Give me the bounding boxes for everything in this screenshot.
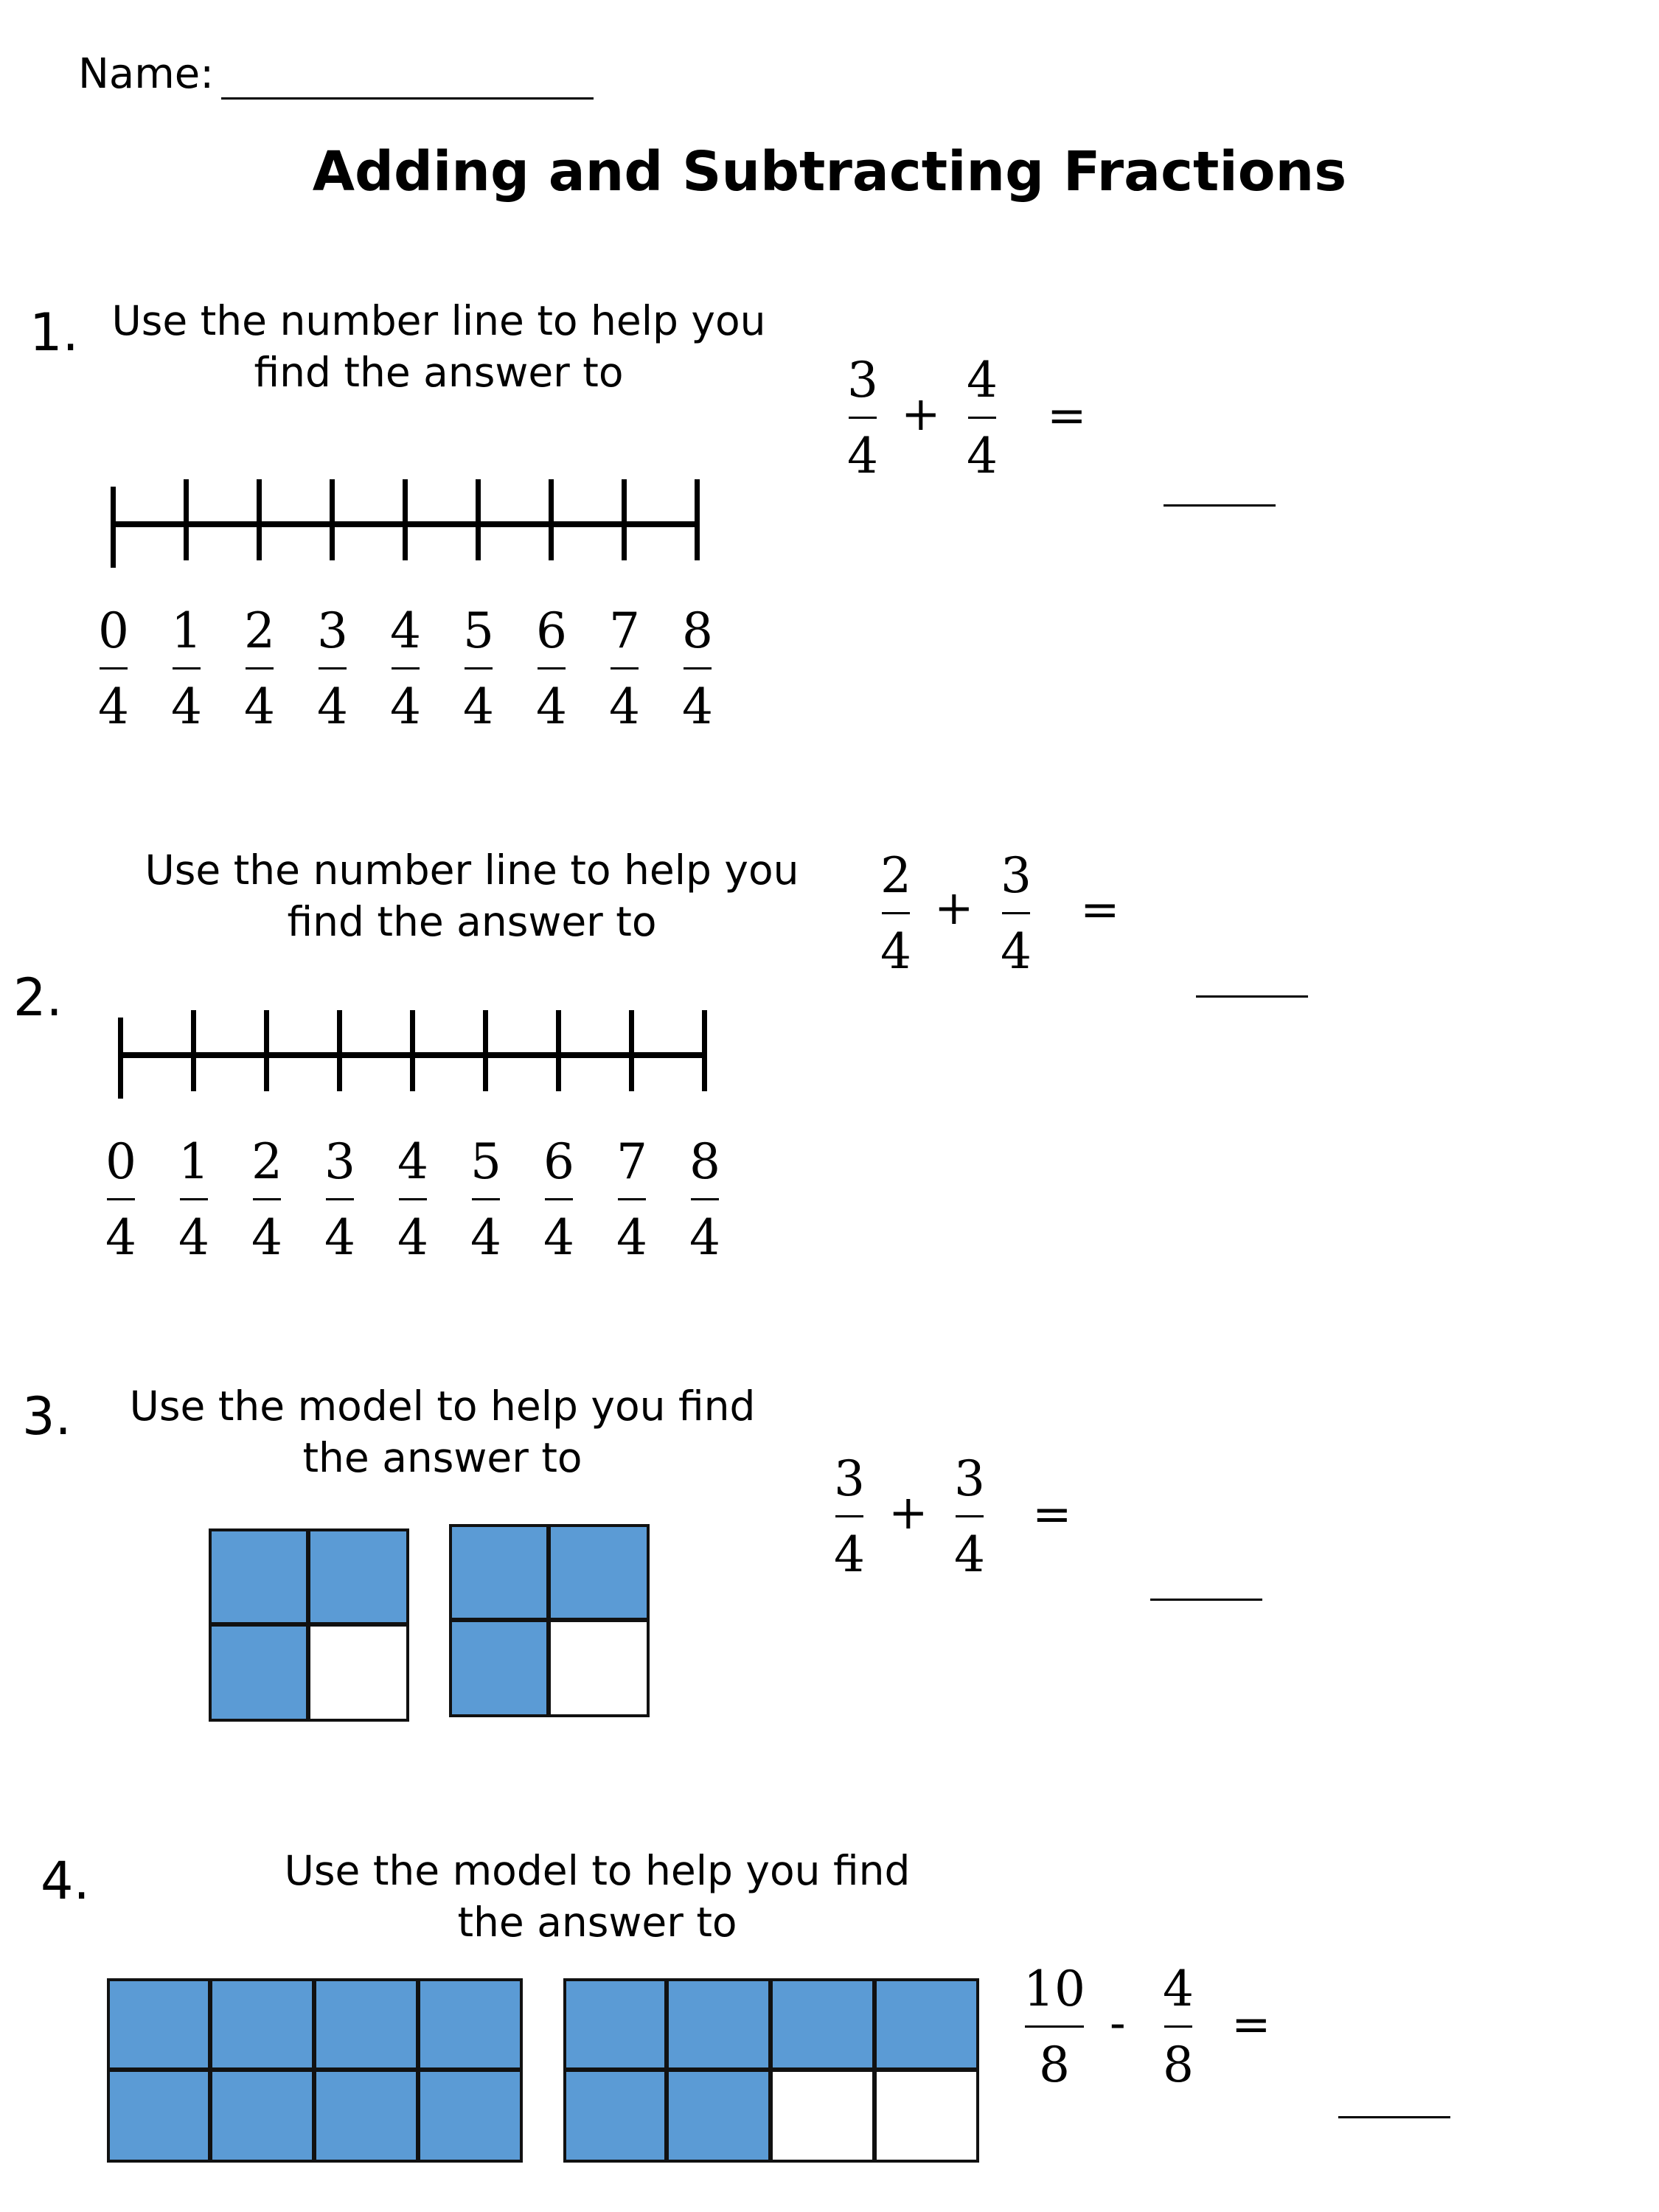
- denominator: 4: [244, 678, 275, 735]
- fraction-bar: [107, 1198, 135, 1200]
- shaded-part: [307, 1528, 409, 1625]
- numerator: 3: [317, 602, 348, 659]
- denominator: 4: [324, 1209, 355, 1266]
- numerator: 0: [105, 1133, 136, 1190]
- question-4-model-1: [107, 1978, 523, 2163]
- question-4-answer-blank[interactable]: [1338, 2116, 1450, 2118]
- fraction-bar: [399, 1198, 427, 1200]
- denominator: 4: [390, 678, 421, 735]
- denominator: 4: [954, 1526, 985, 1583]
- number-line-tick: [191, 1010, 196, 1091]
- number-line-label: [391, 1133, 435, 1266]
- question-2-instruction-line1: Use the number line to help you: [145, 846, 799, 894]
- numerator: 0: [98, 602, 129, 659]
- question-3-fraction-a: [827, 1450, 872, 1583]
- fraction-bar: [618, 1198, 646, 1200]
- fraction-bar: [545, 1198, 573, 1200]
- shaded-part: [666, 2069, 771, 2163]
- numerator: 4: [390, 602, 421, 659]
- fraction-bar: [465, 667, 493, 669]
- question-2-instruction-line2: find the answer to: [287, 898, 657, 945]
- question-1-number-line: [98, 472, 759, 752]
- number-line-label: [245, 1133, 289, 1266]
- question-3-instruction: [103, 1380, 782, 1484]
- question-3-instruction-line2: the answer to: [302, 1434, 582, 1481]
- fraction-bar: [691, 1198, 719, 1200]
- denominator: 4: [967, 428, 998, 484]
- fraction-bar: [173, 667, 201, 669]
- plus-sign: +: [888, 1486, 928, 1540]
- number-line-label: [675, 602, 720, 735]
- equals-sign: =: [1231, 1997, 1271, 2052]
- question-4-fraction-a: [1021, 1961, 1088, 2093]
- number-line-tick: [118, 1018, 123, 1099]
- question-2-number-line: [105, 1003, 767, 1283]
- question-4-instruction: [251, 1845, 944, 1948]
- numerator: 5: [470, 1133, 501, 1190]
- denominator: 8: [1163, 2037, 1194, 2093]
- shaded-part: [107, 2069, 211, 2163]
- denominator: 4: [543, 1209, 574, 1266]
- question-1-instruction: [96, 295, 782, 398]
- number-line-tick: [264, 1010, 269, 1091]
- shaded-part: [770, 1978, 875, 2070]
- number-line-tick: [337, 1010, 342, 1091]
- number-line-tick: [257, 479, 262, 560]
- shaded-part: [666, 1978, 771, 2070]
- shaded-part: [209, 1528, 309, 1625]
- shaded-part: [417, 2069, 523, 2163]
- numerator: 4: [397, 1133, 428, 1190]
- question-1-fraction-b: [960, 352, 1004, 484]
- shaded-part: [548, 1524, 650, 1621]
- question-4-instruction-line2: the answer to: [457, 1899, 737, 1946]
- numerator: 1: [178, 1133, 209, 1190]
- denominator: 4: [834, 1526, 865, 1583]
- question-1-instruction-line1: Use the number line to help you: [111, 297, 766, 344]
- denominator: 4: [251, 1209, 282, 1266]
- number-line-tick: [629, 1010, 634, 1091]
- numerator: 2: [244, 602, 275, 659]
- plus-sign: +: [934, 881, 974, 936]
- question-3-answer-blank[interactable]: [1150, 1599, 1262, 1601]
- shaded-part: [209, 1978, 315, 2070]
- fraction-bar: [326, 1198, 354, 1200]
- fraction-bar: [835, 1515, 863, 1517]
- name-blank[interactable]: [221, 97, 594, 100]
- unshaded-part: [874, 2069, 979, 2163]
- denominator: 4: [609, 678, 640, 735]
- shaded-part: [449, 1524, 549, 1621]
- number-line-label: [529, 602, 574, 735]
- denominator: 4: [616, 1209, 647, 1266]
- question-2-number: 2.: [13, 967, 63, 1028]
- question-4-model-2: [563, 1978, 979, 2163]
- fraction-bar: [180, 1198, 208, 1200]
- number-line-label: [537, 1133, 581, 1266]
- fraction-bar: [611, 667, 639, 669]
- number-line-tick: [702, 1010, 707, 1091]
- question-1-fraction-a: [841, 352, 885, 484]
- worksheet-title: Adding and Subtracting Fractions: [312, 140, 1347, 204]
- fraction-bar: [538, 667, 566, 669]
- shaded-part: [209, 1624, 309, 1722]
- number-line-label: [172, 1133, 216, 1266]
- denominator: 4: [689, 1209, 720, 1266]
- fraction-bar: [1164, 2025, 1192, 2028]
- number-line-label: [464, 1133, 508, 1266]
- unshaded-part: [770, 2069, 875, 2163]
- fraction-bar: [956, 1515, 984, 1517]
- denominator: 4: [880, 923, 911, 980]
- shaded-part: [874, 1978, 979, 2070]
- fraction-bar: [882, 912, 910, 914]
- shaded-part: [313, 2069, 419, 2163]
- number-line-label: [310, 602, 355, 735]
- number-line-tick: [483, 1010, 488, 1091]
- equals-sign: =: [1080, 883, 1120, 937]
- numerator: 7: [616, 1133, 647, 1190]
- fraction-bar: [392, 667, 420, 669]
- numerator: 1: [171, 602, 202, 659]
- question-3-number: 3.: [22, 1386, 72, 1447]
- denominator: 4: [397, 1209, 428, 1266]
- denominator: 4: [98, 678, 129, 735]
- numerator: 2: [251, 1133, 282, 1190]
- denominator: 4: [847, 428, 878, 484]
- fraction-bar: [1025, 2025, 1084, 2028]
- denominator: 4: [171, 678, 202, 735]
- denominator: 4: [463, 678, 494, 735]
- numerator: 5: [463, 602, 494, 659]
- minus-sign: -: [1110, 1996, 1126, 2051]
- number-line-tick: [622, 479, 627, 560]
- question-3-fraction-b: [947, 1450, 992, 1583]
- denominator: 4: [317, 678, 348, 735]
- numerator: 4: [1163, 1961, 1194, 2017]
- numerator: 3: [324, 1133, 355, 1190]
- number-line-label: [164, 602, 209, 735]
- denominator: 4: [105, 1209, 136, 1266]
- number-line-tick: [111, 487, 116, 568]
- question-3-model-2: [449, 1524, 650, 1717]
- number-line-tick: [549, 479, 554, 560]
- question-1-answer-blank[interactable]: [1164, 504, 1276, 507]
- question-4-instruction-line1: Use the model to help you find: [284, 1847, 911, 1894]
- numerator: 2: [880, 847, 911, 904]
- shaded-part: [417, 1978, 523, 2070]
- shaded-part: [107, 1978, 211, 2070]
- question-1-instruction-line2: find the answer to: [254, 349, 624, 396]
- shaded-part: [449, 1619, 549, 1717]
- fraction-bar: [684, 667, 712, 669]
- fraction-bar: [319, 667, 347, 669]
- number-line-label: [99, 1133, 143, 1266]
- question-2-instruction: [122, 844, 822, 947]
- numerator: 10: [1023, 1961, 1085, 2017]
- number-line-tick: [403, 479, 408, 560]
- number-line-label: [456, 602, 501, 735]
- numerator: 6: [536, 602, 567, 659]
- unshaded-part: [307, 1624, 409, 1722]
- number-line-label: [91, 602, 136, 735]
- question-4-number: 4.: [41, 1851, 90, 1911]
- fraction-bar: [246, 667, 274, 669]
- shaded-part: [563, 2069, 667, 2163]
- numerator: 8: [682, 602, 713, 659]
- fraction-bar: [472, 1198, 500, 1200]
- question-2-fraction-b: [994, 847, 1038, 980]
- number-line-tick: [330, 479, 335, 560]
- number-line-label: [383, 602, 428, 735]
- fraction-bar: [1002, 912, 1030, 914]
- numerator: 7: [609, 602, 640, 659]
- question-1-number: 1.: [29, 302, 79, 363]
- number-line-label: [683, 1133, 727, 1266]
- number-line-tick: [410, 1010, 415, 1091]
- shaded-part: [209, 2069, 315, 2163]
- number-line-label: [610, 1133, 654, 1266]
- number-line-tick: [556, 1010, 561, 1091]
- question-3-model-1: [209, 1528, 409, 1722]
- numerator: 6: [543, 1133, 574, 1190]
- name-label: Name:: [78, 50, 215, 98]
- numerator: 3: [834, 1450, 865, 1507]
- denominator: 4: [178, 1209, 209, 1266]
- equals-sign: =: [1047, 389, 1087, 443]
- unshaded-part: [548, 1619, 650, 1717]
- numerator: 8: [689, 1133, 720, 1190]
- number-line-tick: [476, 479, 481, 560]
- number-line-tick: [184, 479, 189, 560]
- number-line-label: [237, 602, 282, 735]
- numerator: 3: [847, 352, 878, 408]
- shaded-part: [563, 1978, 667, 2070]
- question-3-instruction-line1: Use the model to help you find: [129, 1382, 756, 1430]
- denominator: 8: [1039, 2037, 1070, 2093]
- question-4-fraction-b: [1156, 1961, 1200, 2093]
- fraction-bar: [253, 1198, 281, 1200]
- denominator: 4: [1001, 923, 1032, 980]
- fraction-bar: [100, 667, 128, 669]
- shaded-part: [313, 1978, 419, 2070]
- denominator: 4: [536, 678, 567, 735]
- numerator: 3: [954, 1450, 985, 1507]
- numerator: 4: [967, 352, 998, 408]
- equals-sign: =: [1032, 1487, 1072, 1542]
- plus-sign: +: [901, 387, 941, 442]
- numerator: 3: [1001, 847, 1032, 904]
- number-line-label: [318, 1133, 362, 1266]
- question-2-answer-blank[interactable]: [1196, 995, 1308, 998]
- fraction-bar: [849, 417, 877, 419]
- question-2-fraction-a: [874, 847, 918, 980]
- fraction-bar: [968, 417, 996, 419]
- number-line-label: [602, 602, 647, 735]
- denominator: 4: [470, 1209, 501, 1266]
- number-line-tick: [695, 479, 700, 560]
- denominator: 4: [682, 678, 713, 735]
